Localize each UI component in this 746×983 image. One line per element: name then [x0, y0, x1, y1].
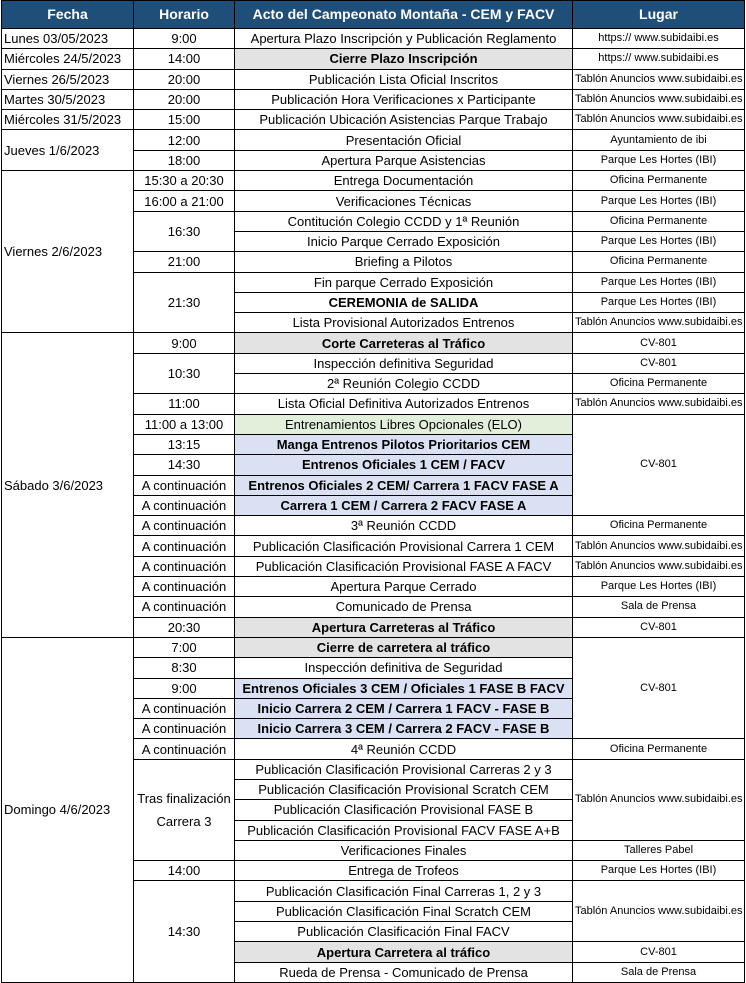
acto-cell: Inicio Carrera 2 CEM / Carrera 1 FACV - FASE B — [235, 698, 573, 718]
acto-cell: Corte Carreteras al Tráfico — [235, 333, 573, 353]
horario-cell: 16:00 a 21:00 — [134, 191, 235, 211]
acto-cell: Apertura Plazo Inscripción y Publicación Reglamento — [235, 29, 573, 49]
acto-cell: Publicación Clasificación Provisional FACV FASE A+B — [235, 820, 573, 840]
lugar-cell: Parque Les Hortes (IBI) — [573, 272, 745, 292]
lugar-cell: Tablón Anuncios www.subidaibi.es — [573, 556, 745, 576]
acto-cell: Briefing a Pilotos — [235, 252, 573, 272]
schedule-table — [1, 0, 745, 983]
lugar-cell: Parque Les Hortes (IBI) — [573, 292, 745, 312]
lugar-cell: Oficina Permanente — [573, 211, 745, 231]
lugar-cell: Parque Les Hortes (IBI) — [573, 231, 745, 251]
table-row — [2, 130, 745, 150]
table-row — [2, 49, 745, 69]
lugar-cell: CV-801 — [573, 617, 745, 637]
horario-cell: 15:30 a 20:30 — [134, 171, 235, 191]
acto-cell: Carrera 1 CEM / Carrera 2 FACV FASE A — [235, 495, 573, 515]
acto-cell: Apertura Parque Asistencias — [235, 150, 573, 170]
acto-cell: Publicación Hora Verificaciones x Participante — [235, 89, 573, 109]
horario-cell: A continuación — [134, 698, 235, 718]
horario-cell: A continuación — [134, 597, 235, 617]
acto-cell: Contitución Colegio CCDD y 1ª Reunión — [235, 211, 573, 231]
lugar-cell: Tablón Anuncios www.subidaibi.es — [573, 881, 745, 942]
horario-cell: 18:00 — [134, 150, 235, 170]
horario-cell: 20:00 — [134, 89, 235, 109]
lugar-cell: Parque Les Hortes (IBI) — [573, 150, 745, 170]
lugar-cell: Oficina Permanente — [573, 739, 745, 759]
acto-cell: Manga Entrenos Pilotos Prioritarios CEM — [235, 434, 573, 454]
horario-cell: 15:00 — [134, 110, 235, 130]
horario-cell: 9:00 — [134, 333, 235, 353]
horario-cell: A continuación — [134, 536, 235, 556]
table-row — [2, 637, 745, 657]
lugar-cell: Tablón Anuncios www.subidaibi.es — [573, 110, 745, 130]
fecha-cell: Jueves 1/6/2023 — [2, 130, 134, 171]
lugar-cell: Oficina Permanente — [573, 171, 745, 191]
acto-cell: Publicación Clasificación Provisional FASE A FACV — [235, 556, 573, 576]
lugar-cell: Parque Les Hortes (IBI) — [573, 191, 745, 211]
fecha-cell: Lunes 03/05/2023 — [2, 29, 134, 49]
acto-cell: Publicación Clasificación Provisional Carrera 1 CEM — [235, 536, 573, 556]
acto-cell: Comunicado de Prensa — [235, 597, 573, 617]
acto-cell: 2ª Reunión Colegio CCDD — [235, 374, 573, 394]
horario-cell: 9:00 — [134, 29, 235, 49]
acto-cell: Publicación Ubicación Asistencias Parque Trabajo — [235, 110, 573, 130]
horario-cell: 14:00 — [134, 49, 235, 69]
header-fecha: Fecha — [2, 1, 134, 29]
acto-cell: Entrenos Oficiales 1 CEM / FACV — [235, 455, 573, 475]
header-horario: Horario — [134, 1, 235, 29]
lugar-cell: https:// www.subidaibi.es — [573, 29, 745, 49]
acto-cell: Lista Provisional Autorizados Entrenos — [235, 313, 573, 333]
fecha-cell: Domingo 4/6/2023 — [2, 637, 134, 982]
horario-cell: A continuación — [134, 577, 235, 597]
acto-cell: Publicación Clasificación Final Scratch CEM — [235, 901, 573, 921]
acto-cell: 4ª Reunión CCDD — [235, 739, 573, 759]
acto-cell: Publicación Clasificación Final FACV — [235, 922, 573, 942]
lugar-cell: Oficina Permanente — [573, 516, 745, 536]
horario-cell: 12:00 — [134, 130, 235, 150]
acto-cell: Apertura Carretera al tráfico — [235, 942, 573, 962]
horario-cell: A continuación — [134, 516, 235, 536]
lugar-cell: Oficina Permanente — [573, 374, 745, 394]
acto-cell: Cierre Plazo Inscripción — [235, 49, 573, 69]
horario-cell: A continuación — [134, 495, 235, 515]
acto-cell: Verificaciones Finales — [235, 840, 573, 860]
table-row — [2, 69, 745, 89]
horario-cell: 20:30 — [134, 617, 235, 637]
horario-cell: A continuación — [134, 739, 235, 759]
acto-cell: Verificaciones Técnicas — [235, 191, 573, 211]
fecha-cell: Miércoles 31/5/2023 — [2, 110, 134, 130]
acto-cell: Presentación Oficial — [235, 130, 573, 150]
horario-cell: 20:00 — [134, 69, 235, 89]
acto-cell: Publicación Clasificación Provisional Carreras 2 y 3 — [235, 759, 573, 779]
horario-cell: 14:30 — [134, 455, 235, 475]
lugar-cell: Tablón Anuncios www.subidaibi.es — [573, 69, 745, 89]
fecha-cell: Viernes 2/6/2023 — [2, 171, 134, 333]
acto-cell: CEREMONIA de SALIDA — [235, 292, 573, 312]
table-row — [2, 29, 745, 49]
acto-cell: Entrega Documentación — [235, 171, 573, 191]
lugar-cell: Oficina Permanente — [573, 252, 745, 272]
lugar-cell: Parque Les Hortes (IBI) — [573, 861, 745, 881]
acto-cell: Fin parque Cerrado Exposición — [235, 272, 573, 292]
horario-cell: 11:00 a 13:00 — [134, 414, 235, 434]
lugar-cell: Tablón Anuncios www.subidaibi.es — [573, 759, 745, 840]
horario-cell: 14:00 — [134, 861, 235, 881]
lugar-cell: Ayuntamiento de ibi — [573, 130, 745, 150]
table-row — [2, 171, 745, 191]
acto-cell: Apertura Parque Cerrado — [235, 577, 573, 597]
table-row — [2, 89, 745, 109]
lugar-cell: CV-801 — [573, 333, 745, 353]
acto-cell: 3ª Reunión CCDD — [235, 516, 573, 536]
horario-cell: 7:00 — [134, 637, 235, 657]
acto-cell: Inicio Carrera 3 CEM / Carrera 2 FACV - FASE B — [235, 719, 573, 739]
acto-cell: Inspección definitiva de Seguridad — [235, 658, 573, 678]
acto-cell: Entrenamientos Libres Opcionales (ELO) — [235, 414, 573, 434]
header-lugar: Lugar — [573, 1, 745, 29]
fecha-cell: Miércoles 24/5/2023 — [2, 49, 134, 69]
fecha-cell: Sábado 3/6/2023 — [2, 333, 134, 637]
horario-cell: A continuación — [134, 475, 235, 495]
lugar-cell: Tablón Anuncios www.subidaibi.es — [573, 536, 745, 556]
lugar-cell: Parque Les Hortes (IBI) — [573, 577, 745, 597]
lugar-cell: https:// www.subidaibi.es — [573, 49, 745, 69]
horario-cell: A continuación — [134, 719, 235, 739]
fecha-cell: Viernes 26/5/2023 — [2, 69, 134, 89]
acto-cell: Publicación Clasificación Provisional Scratch CEM — [235, 779, 573, 799]
lugar-cell: Tablón Anuncios www.subidaibi.es — [573, 394, 745, 414]
lugar-cell: CV-801 — [573, 942, 745, 962]
lugar-cell: Tablón Anuncios www.subidaibi.es — [573, 313, 745, 333]
acto-cell: Publicación Lista Oficial Inscritos — [235, 69, 573, 89]
header-row — [2, 1, 745, 29]
acto-cell: Entrenos Oficiales 2 CEM/ Carrera 1 FACV FASE A — [235, 475, 573, 495]
horario-cell: Tras finalización Carrera 3 — [134, 759, 235, 860]
lugar-cell: CV-801 — [573, 637, 745, 738]
acto-cell: Inicio Parque Cerrado Exposición — [235, 231, 573, 251]
horario-cell: 13:15 — [134, 434, 235, 454]
acto-cell: Publicación Clasificación Final Carreras 1, 2 y 3 — [235, 881, 573, 901]
acto-cell: Entrega de Trofeos — [235, 861, 573, 881]
horario-cell: 10:30 — [134, 353, 235, 394]
horario-cell: 9:00 — [134, 678, 235, 698]
lugar-cell: Sala de Prensa — [573, 962, 745, 982]
horario-cell: 21:30 — [134, 272, 235, 333]
acto-cell: Publicación Clasificación Provisional FASE B — [235, 800, 573, 820]
lugar-cell: CV-801 — [573, 353, 745, 373]
table-row — [2, 333, 745, 353]
table-row — [2, 110, 745, 130]
horario-cell: 14:30 — [134, 881, 235, 982]
acto-cell: Apertura Carreteras al Tráfico — [235, 617, 573, 637]
lugar-cell: Tablón Anuncios www.subidaibi.es — [573, 89, 745, 109]
fecha-cell: Martes 30/5/2023 — [2, 89, 134, 109]
lugar-cell: Sala de Prensa — [573, 597, 745, 617]
horario-cell: 21:00 — [134, 252, 235, 272]
lugar-cell: Talleres Pabel — [573, 840, 745, 860]
acto-cell: Entrenos Oficiales 3 CEM / Oficiales 1 FASE B FACV — [235, 678, 573, 698]
lugar-cell: CV-801 — [573, 414, 745, 515]
acto-cell: Rueda de Prensa - Comunicado de Prensa — [235, 962, 573, 982]
horario-cell: 8:30 — [134, 658, 235, 678]
horario-cell: 16:30 — [134, 211, 235, 252]
header-acto: Acto del Campeonato Montaña - CEM y FACV — [235, 1, 573, 29]
horario-cell: 11:00 — [134, 394, 235, 414]
horario-cell: A continuación — [134, 556, 235, 576]
acto-cell: Cierre de carretera al tráfico — [235, 637, 573, 657]
acto-cell: Inspección definitiva Seguridad — [235, 353, 573, 373]
acto-cell: Lista Oficial Definitiva Autorizados Entrenos — [235, 394, 573, 414]
